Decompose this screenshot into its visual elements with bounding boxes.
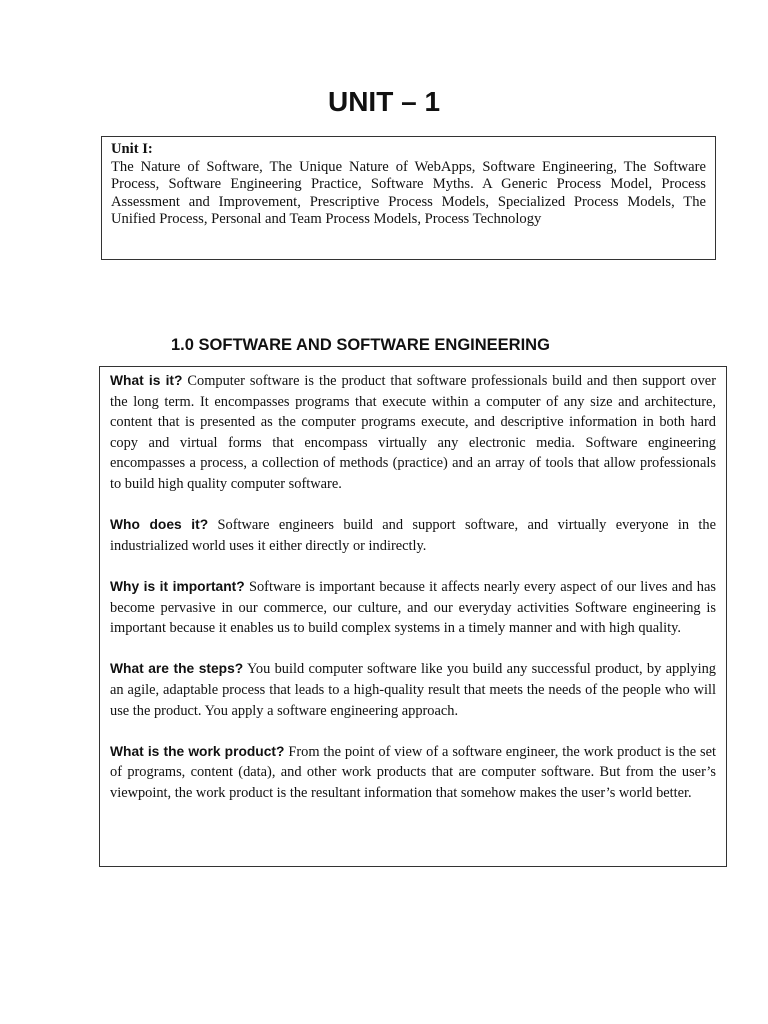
qa-answer: Software is important because it affects nearly every aspect of our lives and has become pervasive in our commerce, our culture, and our everyday activities Software engineering is important because it enables us to build complex systems in a timely manner and with high quality. xyxy=(110,578,716,637)
qa-answer: Computer software is the product that software professionals build and then support over the long term. It encompasses programs that execute within a computer of any size and architecture, content that is presented as the computer programs execute, and descriptive information in both hard copy and virtual forms that encompass virtually any electronic media. Software engineering encompasses a process, a collection of methods (practice) and an array of tools that allow professionals to build high quality computer software. xyxy=(110,373,716,492)
syllabus-text: The Nature of Software, The Unique Nature of WebApps, Software Engineering, The Software Process, Software Engineering Practice, Software Myths. A Generic Process Model, Process Assessment and Improvement, Prescriptive Process Models, Specialized Process Models, The Unified Process, Personal and Team Process Models, Process Technology xyxy=(111,158,706,227)
qa-box xyxy=(99,366,727,867)
qa-answer: From the point of view of a software engineer, the work product is the set of programs, content (data), and other work products that are computer software. But from the user’s viewpoint, the work product is the resultant information that somehow makes the user’s world better. xyxy=(110,743,716,801)
qa-answer: Software engineers build and support software, and virtually everyone in the industrialized world uses it either directly or indirectly. xyxy=(110,517,716,554)
qa-item-what-is-it xyxy=(110,371,716,495)
qa-answer: You build computer software like you build any successful product, by applying an agile, adaptable process that leads to a high-quality result that meets the needs of the people who will use the product. You apply a software engineering approach. xyxy=(110,661,716,719)
qa-question: What are the steps? xyxy=(110,661,244,677)
qa-item-steps xyxy=(110,659,716,721)
syllabus-heading: Unit I: xyxy=(111,141,153,157)
qa-question: Why is it important? xyxy=(110,578,245,594)
qa-question: What is the work product? xyxy=(110,743,285,759)
section-heading: 1.0 SOFTWARE AND SOFTWARE ENGINEERING xyxy=(171,336,550,354)
qa-item-work-product xyxy=(110,742,716,804)
qa-question: Who does it? xyxy=(110,517,209,533)
qa-item-why-important xyxy=(110,577,716,639)
qa-item-who-does-it xyxy=(110,515,716,556)
syllabus-box xyxy=(101,136,716,260)
page-title: UNIT – 1 xyxy=(327,86,441,117)
qa-question: What is it? xyxy=(110,373,183,388)
